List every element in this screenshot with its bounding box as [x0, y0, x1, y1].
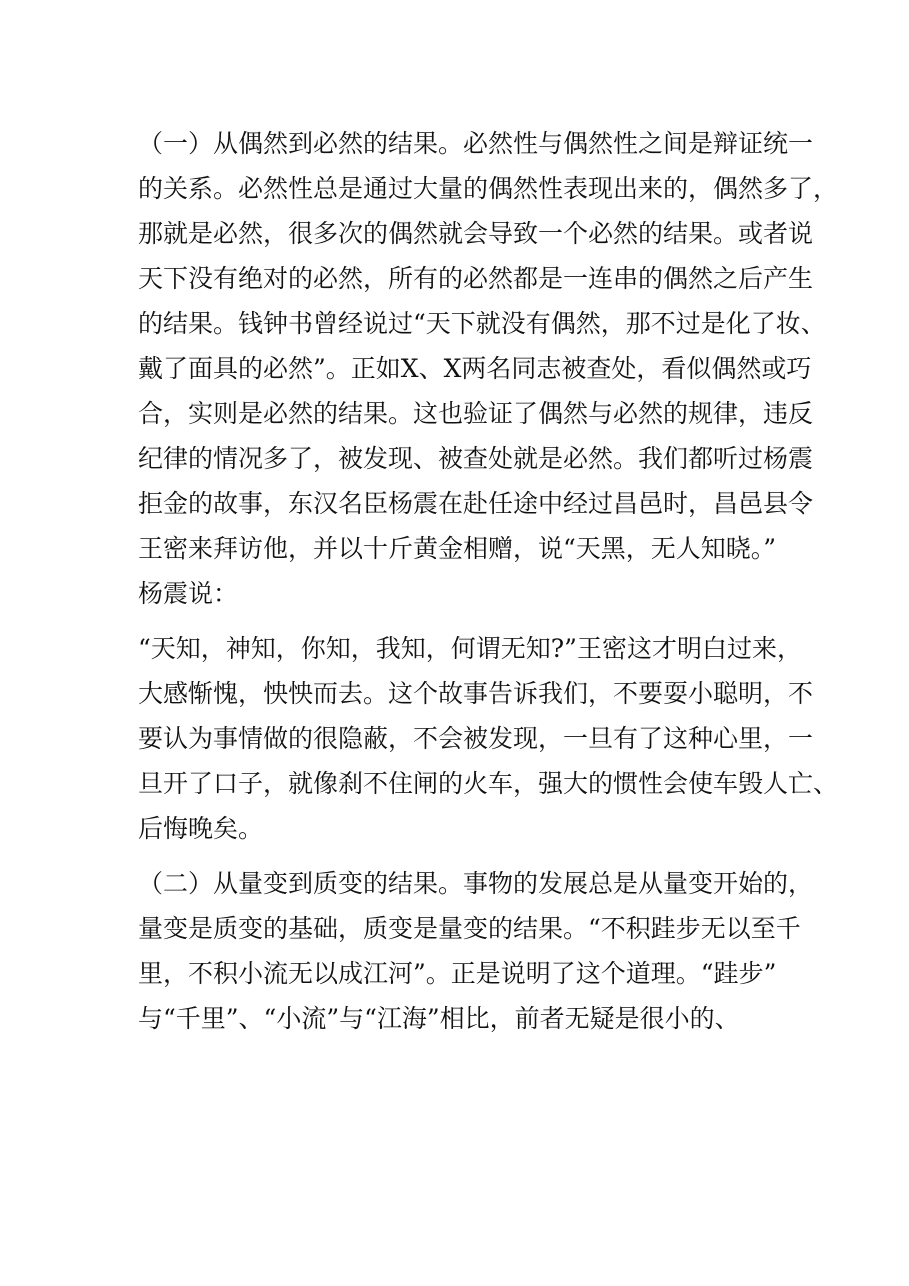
text-line: 的结果。钱钟书曾经说过“天下就没有偶然，那不过是化了妆、 [138, 309, 826, 338]
text-line: 要认为事情做的很隐蔽，不会被发现，一旦有了这种心里，一 [138, 724, 814, 753]
text-line: 合，实则是必然的结果。这也验证了偶然与必然的规律，违反 [138, 399, 814, 428]
text-line: 纪律的情况多了，被发现、被查处就是必然。我们都听过杨震 [138, 444, 814, 473]
text-line: 量变是质变的基础，质变是量变的结果。“不积跬步无以至千 [138, 914, 801, 943]
text-line: 杨震说： [138, 579, 239, 608]
text-line: 与“千里”、“小流”与“江海”相比，前者无疑是很小的、 [138, 1004, 740, 1033]
text-line: 那就是必然，很多次的偶然就会导致一个必然的结果。或者说 [138, 219, 814, 248]
text-line: （二）从量变到质变的结果。事物的发展总是从量变开始的， [138, 869, 814, 898]
text-line: 戴了面具的必然”。正如X、X两名同志被查处，看似偶然或巧 [138, 354, 812, 383]
text-line: 后悔晚矣。 [138, 814, 264, 843]
text-line: 旦开了口子，就像刹不住闸的火车，强大的惯性会使车毁人亡、 [138, 769, 839, 798]
text-line: 天下没有绝对的必然，所有的必然都是一连串的偶然之后产生 [138, 264, 814, 293]
text-line: 里，不积小流无以成江河”。正是说明了这个道理。“跬步” [138, 959, 777, 988]
text-line: 王密来拜访他，并以十斤黄金相赠，说“天黑，无人知晓。” [138, 534, 777, 563]
text-line: 大感惭愧，怏怏而去。这个故事告诉我们，不要耍小聪明，不 [138, 679, 814, 708]
text-line: 的关系。必然性总是通过大量的偶然性表现出来的，偶然多了， [138, 174, 839, 203]
text-line: （一）从偶然到必然的结果。必然性与偶然性之间是辩证统一 [138, 129, 814, 158]
text-line: 拒金的故事，东汉名臣杨震在赴任途中经过昌邑时，昌邑县令 [138, 489, 814, 518]
text-line: “天知，神知，你知，我知，何谓无知?”王密这才明白过来， [138, 634, 802, 663]
